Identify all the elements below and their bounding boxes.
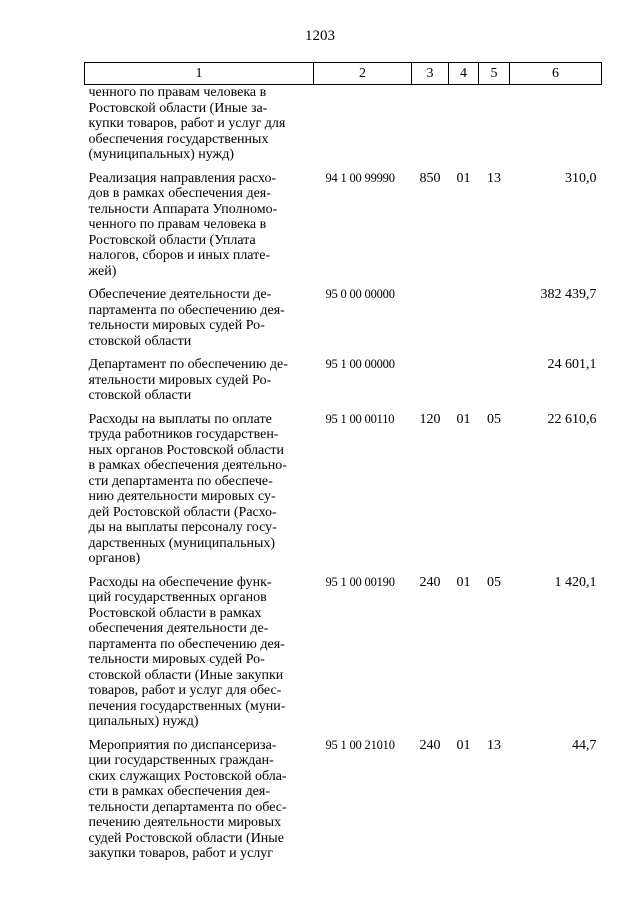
description-line: стовской области xyxy=(88,333,192,349)
expense-type: 120 xyxy=(419,411,441,427)
table-row xyxy=(85,738,602,862)
description-line: труда работников государствен- xyxy=(88,427,279,442)
table-row xyxy=(85,287,602,349)
description-line: ций государственных органов xyxy=(88,590,267,605)
description-line: ченного по правам человека в xyxy=(88,217,267,232)
budget-code: 95 1 00 00190 xyxy=(325,574,395,589)
table-row xyxy=(85,85,602,163)
expense-type: 240 xyxy=(419,737,441,753)
header-col-5: 5 xyxy=(479,63,510,85)
description-line: Ростовской области (Иные за- xyxy=(88,100,268,116)
section: 01 xyxy=(456,411,471,427)
subsection: 13 xyxy=(487,170,501,186)
description-line: в рамках обеспечения деятельно- xyxy=(88,458,287,473)
row-spacer-cell xyxy=(85,567,602,575)
section xyxy=(449,85,479,163)
description-line: сти в рамках обеспечения дея- xyxy=(88,784,271,799)
table-row xyxy=(85,412,602,567)
row-description xyxy=(85,738,314,862)
section xyxy=(449,287,479,349)
description-line: купки товаров, работ и услуг для xyxy=(88,116,286,131)
section xyxy=(449,357,479,404)
expense-type xyxy=(412,85,449,163)
subsection xyxy=(479,85,510,163)
amount: 382 439,7 xyxy=(540,287,597,302)
expense-type xyxy=(412,357,449,404)
row-spacer xyxy=(85,163,602,171)
description-line: тельности мировых судей Ро- xyxy=(88,652,265,667)
description-line: нию деятельности мировых су- xyxy=(88,489,276,504)
table-row xyxy=(85,171,602,280)
amount: 44,7 xyxy=(572,737,597,753)
description-line: ятельности мировых судей Ро- xyxy=(88,372,272,388)
description-line: стовской области (Иные закупки xyxy=(88,667,284,683)
amount: 310,0 xyxy=(565,170,597,186)
expense-type xyxy=(412,287,449,349)
description-line: дей Ростовской области (Расхо- xyxy=(88,504,277,520)
amount: 1 420,1 xyxy=(554,574,597,590)
subsection xyxy=(479,357,510,404)
description-line: Расходы на обеспечение функ- xyxy=(88,574,272,590)
section: 01 xyxy=(456,574,471,590)
table-row xyxy=(85,357,602,404)
description-line: ных органов Ростовской области xyxy=(88,442,285,458)
subsection: 05 xyxy=(487,574,501,590)
description-line: ды на выплаты персоналу госу- xyxy=(88,520,277,535)
description-line: ципальных) нужд) xyxy=(88,714,199,729)
description-line: печения государственных (муни- xyxy=(88,698,286,714)
description-line: тельности мировых судей Ро- xyxy=(88,318,265,333)
row-description xyxy=(85,287,314,349)
row-spacer-cell xyxy=(85,404,602,412)
description-line: Департамент по обеспечению де- xyxy=(88,357,288,372)
description-line: налогов, сборов и иных плате- xyxy=(88,248,271,263)
budget-table xyxy=(84,62,602,862)
amount: 22 610,6 xyxy=(547,411,597,427)
description-line: органов) xyxy=(88,551,141,566)
row-description xyxy=(85,412,314,567)
budget-code: 95 1 00 00000 xyxy=(325,357,395,371)
description-line: дарственных (муниципальных) xyxy=(88,535,276,551)
row-spacer-cell xyxy=(85,279,602,287)
header-col-3: 3 xyxy=(412,63,449,85)
description-line: Реализация направления расхо- xyxy=(88,170,277,186)
description-line: печению деятельности мировых xyxy=(88,815,282,830)
header-col-2: 2 xyxy=(314,63,412,85)
row-spacer xyxy=(85,349,602,357)
description-line: ченного по правам человека в xyxy=(88,85,267,100)
row-description xyxy=(85,171,314,280)
row-spacer xyxy=(85,404,602,412)
subsection: 05 xyxy=(487,411,501,427)
row-spacer-cell xyxy=(85,349,602,357)
description-line: Обеспечение деятельности де- xyxy=(88,287,272,302)
header-col-4: 4 xyxy=(449,63,479,85)
description-line: товаров, работ и услуг для обес- xyxy=(88,683,282,698)
subsection: 13 xyxy=(487,737,501,753)
row-spacer xyxy=(85,567,602,575)
row-description xyxy=(85,575,314,730)
header-row xyxy=(85,63,602,85)
description-line: Мероприятия по диспансеризa- xyxy=(88,737,277,753)
description-line: Ростовской области (Уплата xyxy=(88,232,256,248)
description-line: ции государственных граждан- xyxy=(88,753,274,768)
row-description xyxy=(85,85,314,163)
description-line: стовской области xyxy=(88,388,192,403)
row-spacer-cell xyxy=(85,163,602,171)
description-line: тельности департамента по обес- xyxy=(88,799,287,815)
section: 01 xyxy=(456,170,471,186)
description-line: обеспечения деятельности де- xyxy=(88,621,269,636)
description-line: ских служащих Ростовской обла- xyxy=(88,768,287,784)
description-line: партамента по обеспечению дея- xyxy=(88,636,285,652)
row-description xyxy=(85,357,314,404)
description-line: (муниципальных) нужд) xyxy=(88,147,235,162)
budget-code: 95 1 00 00110 xyxy=(325,411,395,426)
description-line: Расходы на выплаты по оплате xyxy=(88,411,272,427)
budget-code: 95 0 00 00000 xyxy=(325,287,395,301)
row-spacer xyxy=(85,730,602,738)
description-line: обеспечения государственных xyxy=(88,131,269,147)
table-row xyxy=(85,575,602,730)
page-number: 1203 xyxy=(305,28,335,44)
description-line: жей) xyxy=(88,263,117,279)
expense-type: 240 xyxy=(419,574,441,590)
description-line: сти департамента по обеспече- xyxy=(88,473,273,489)
description-line: партамента по обеспечению дея- xyxy=(88,302,285,318)
description-line: Ростовской области в рамках xyxy=(88,605,262,621)
description-line: тельности Аппарата Уполномо- xyxy=(88,201,278,217)
subsection xyxy=(479,287,510,349)
header-col-1: 1 xyxy=(85,63,314,85)
description-line: дов в рамках обеспечения дея- xyxy=(88,186,271,201)
budget-code xyxy=(314,85,412,163)
header-col-6: 6 xyxy=(510,63,602,85)
description-line: закупки товаров, работ и услуг xyxy=(88,846,274,861)
expense-type: 850 xyxy=(419,170,441,186)
row-spacer xyxy=(85,279,602,287)
amount: 24 601,1 xyxy=(547,357,597,372)
section: 01 xyxy=(456,737,471,753)
description-line: судей Ростовской области (Иные xyxy=(88,830,284,846)
budget-code: 94 1 00 99990 xyxy=(325,170,395,185)
row-spacer-cell xyxy=(85,730,602,738)
amount xyxy=(510,85,602,163)
budget-code: 95 1 00 21010 xyxy=(325,737,395,752)
